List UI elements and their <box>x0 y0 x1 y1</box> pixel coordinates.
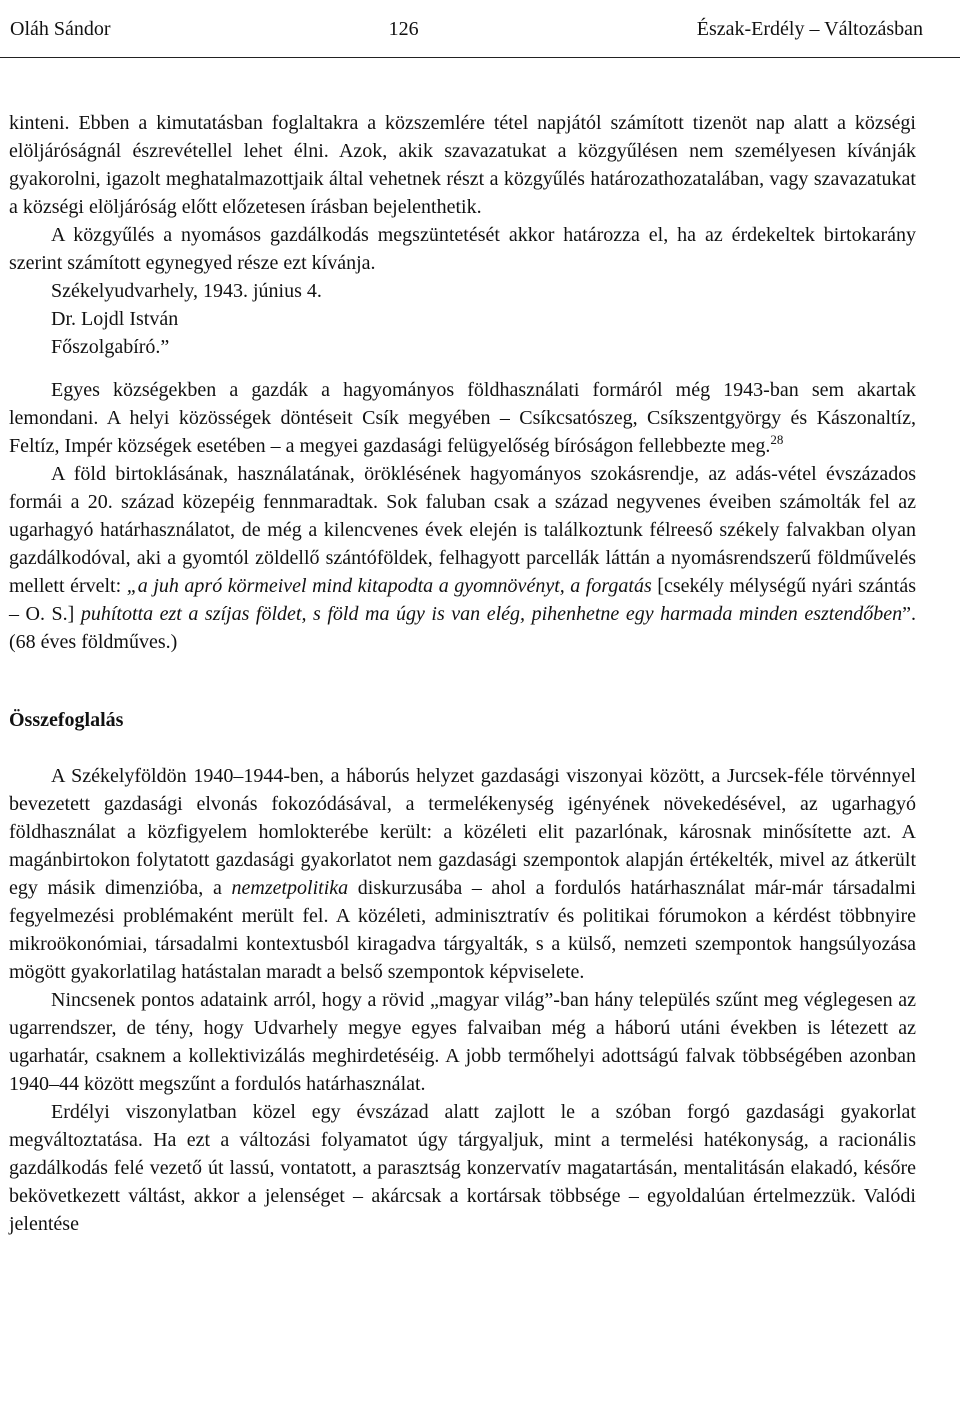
paragraph-5-text-b: diskurzusába – ahol a fordulós határhasználat már-már társadalmi fegyelmezési problémaként merült fel. A közéleti, adminisztratív és politikai fórumokon a kérdést többnyire mikroökonómiai, társadalmi kontextusból kiragadva tárgyalták, s a külső, nemzeti szempontok hangsúlyozása mögött gyakorlatilag hatástalan maradt a belső szempontok képviselete. <box>9 877 916 983</box>
quote-italic-2: puhította ezt a szíjas földet, s föld ma úgy is van elég, pihenhetne egy harmada minden esztendőben <box>80 603 903 625</box>
paragraph-3-text: Egyes községekben a gazdák a hagyományos földhasználati formáról még 1943-ban sem akartak lemondani. A helyi közösségek döntéseit Csík megyében – Csíkcsatószeg, Csíkszentgyörgy és Kászonaltíz, Feltíz, Impér községek esetében – a megyei gazdasági felügyelőség bíróságon fellebbezte meg. <box>9 379 916 457</box>
header-page-number: 126 <box>388 17 419 40</box>
paragraph-5 <box>9 762 916 986</box>
body-text <box>9 109 916 1238</box>
term-nemzetpolitika: nemzetpolitika <box>231 877 349 899</box>
paragraph-7: Erdélyi viszonylatban közel egy évszázad alatt zajlott le a szóban forgó gazdasági gyakorlat megváltoztatása. Ha ezt a változási folyamatot úgy tárgyaljuk, mint a termelési hatékonyság, a racionális gazdálkodás felé vezető út lassú, vontatott, a parasztság konzervatív magatartásán, mentalitásán elakadó, későre bekövetkezett váltást, akkor a jelenséget – akárcsak a kortársak többsége – egyoldalúan értelmezzük. Valódi jelentése <box>9 1101 916 1235</box>
footnote-ref-28: 28 <box>770 432 784 447</box>
paragraph-5-text-a: A Székelyföldön 1940–1944-ben, a háborús helyzet gazdasági viszonyai között, a Jurcsek-féle törvénnyel bevezetett gazdasági elvonás fokozódásával, a termelékenység igényének növekedésével, az ugarhagyó földhasználat a közfigyelem homlokterébe került: a közéleti elit pazarlónak, károsnak minősítette azt. A magánbirtokon folytatott gazdasági gyakorlatot nem gazdasági szempontok alapján értékelték, mivel az átkerült egy másik dimenzióba, a <box>9 765 916 899</box>
signature-place-date: Székelyudvarhely, 1943. június 4. <box>51 280 322 302</box>
paragraph-6: Nincsenek pontos adataink arról, hogy a rövid „magyar világ”-ban hány település szűnt meg véglegesen az ugarrendszer, de tény, hogy Udvarhely megye egyes falvaiban még a háború utáni években is létezett az ugarhatár, csaknem a kollektivizálás meghirdetéséig. A jobb termőhelyi adottságú falvak többségében azonban 1940–44 között megszűnt a fordulós határhasználat. <box>9 989 916 1095</box>
quote-bracket: [csekély mélységű nyári szántás – O. S.] <box>9 575 916 625</box>
section-heading-summary: Összefoglalás <box>9 709 124 731</box>
paragraph-4 <box>9 460 916 656</box>
paragraph-4-text: A föld birtoklásának, használatának, öröklésének hagyományos szokásrendje, az adás-vétel évszázados formái a 20. század közepéig fennmaradtak. Sok faluban csak a század negyvenes éveiben számolták fel az ugarhagyó határhasználatot, de még a kilencvenes évek elején is találkoztunk félreeső székely falvakban olyan gazdálkodóval, aki a gyomtól zöldellő szántóföldek, felhagyott parcellák láttán a nyomásrendszerű földművelés mellett érvelt: <box>9 463 916 597</box>
signature-block <box>9 277 916 361</box>
quote-italic-1: „a juh apró körmeivel mind kitapodta a gyomnövényt, a forgatás <box>126 575 652 597</box>
signature-title: Főszolgabíró.” <box>51 336 170 358</box>
paragraph-1: kinteni. Ebben a kimutatásban foglaltakra a közszemlére tétel napjától számított tizenöt nap alatt a községi elöljáróságnál észrevétellel lehet élni. Azok, akik szavazatukat a közgyűlésen nem személyesen kívánják gyakorolni, igazolt meghatalmazottjaik által vehetnek részt a közgyűlés határozathozatalában, vagy szavazatukat a községi elöljáróság előtt előzetesen írásban bejelenthetik. <box>9 112 916 218</box>
paragraph-2: A közgyűlés a nyomásos gazdálkodás megszüntetését akkor határozza el, ha az érdekeltek birtokarány szerint számított egynegyed része ezt kívánja. <box>9 224 916 274</box>
quote-tail: ”. (68 éves földműves.) <box>9 603 916 653</box>
header-author: Oláh Sándor <box>10 17 111 40</box>
header-section-title: Észak-Erdély – Változásban <box>696 17 923 40</box>
running-header <box>0 0 960 58</box>
paragraph-3 <box>9 376 916 460</box>
signature-name: Dr. Lojdl István <box>51 308 179 330</box>
